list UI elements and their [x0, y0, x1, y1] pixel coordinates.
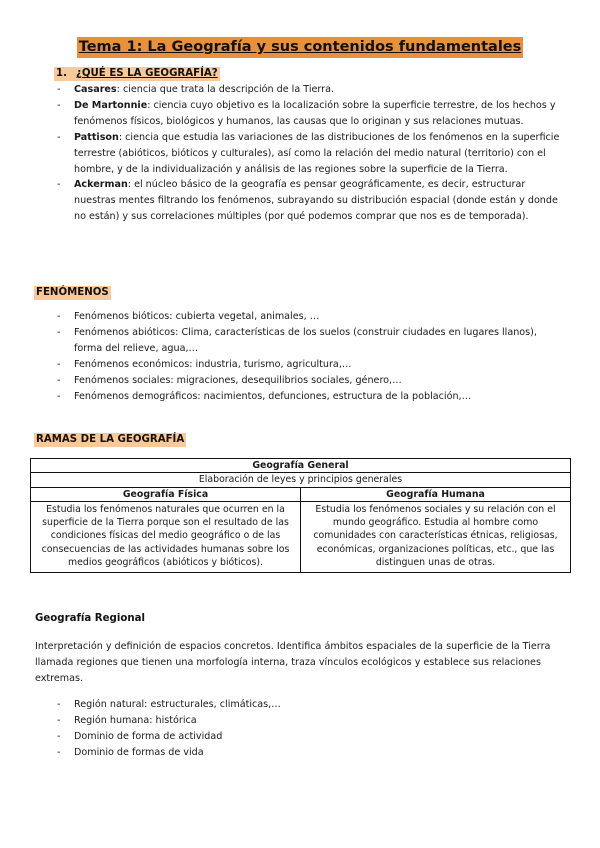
list-item: - Fenómenos sociales: migraciones, desequilibrios sociales, género,… [57, 373, 557, 389]
subheading-geografia-regional: Geografía Regional [35, 613, 145, 624]
definition-text: : ciencia cuyo objetivo es la localización sobre la superficie terrestre, de los hechos y fenómenos físicos, biológicos y humanos, las causas que lo originan y sus relaciones mutuas. [74, 99, 556, 127]
author-name: Pattison [74, 131, 119, 143]
table-row [31, 473, 571, 487]
list-item: - Fenómenos abióticos: Clima, características de los suelos (construir ciudades en lugares llanos), forma del relieve, agua,… [57, 325, 557, 357]
list-item: - Región humana: histórica [57, 713, 457, 729]
regional-paragraph: Interpretación y definición de espacios concretos. Identifica ámbitos espaciales de la superficie de la Tierra llamada regiones que tienen una morfología interna, traza vínculos ecológicos y establece sus relaciones extremas. [35, 641, 551, 684]
definition-text: : ciencia que trata la descripción de la Tierra. [116, 84, 335, 95]
table-cell-fisica: Estudia los fenómenos naturales que ocurren en la superficie de la Tierra porque son el resultado de las condiciones físicas del medio geográfico o de las consecuencias de las actividades humanas sobre los medios geográficos (abióticos y bióticos). [31, 501, 301, 572]
section-heading-que-es [54, 67, 220, 81]
definition-casares [57, 82, 567, 98]
definition-ackerman [57, 177, 567, 225]
section-heading-ramas: RAMAS DE LA GEOGRAFÍA [36, 434, 185, 445]
definition-text: : ciencia que estudia las variaciones de las distribuciones de los fenómenos en la superficie terrestre (abióticos, bióticos y culturales), así como la relación del medio natural (territorio) con el hombre, y de la individualización y análisis de las regiones sobre la superficie de la Tierra. [74, 131, 560, 175]
definition-de-martonnie [57, 98, 567, 130]
definition-text: : el núcleo básico de la geografía es pensar geográficamente, es decir, estructurar nuestras mentes filtrando los fenómenos, subrayando su distribución espacial (donde están y donde no están) y sus correlaciones múltiples (por qué podemos comprar que nos es de temporada). [74, 179, 558, 223]
table-header-general: Geografía General [31, 459, 571, 473]
table-row [31, 501, 571, 572]
regional-list [57, 697, 457, 761]
list-item: - Dominio de forma de actividad [57, 729, 457, 745]
section-heading-fenomenos: FENÓMENOS [36, 287, 109, 298]
fenomenos-list [57, 309, 557, 404]
author-name: Casares [74, 84, 117, 95]
list-item: - Fenómenos bióticos: cubierta vegetal, animales, … [57, 309, 557, 325]
list-item: - Fenómenos económicos: industria, turismo, agricultura,… [57, 357, 557, 373]
list-item: - Fenómenos demográficos: nacimientos, defunciones, estructura de la población,… [57, 389, 557, 405]
title-container [0, 36, 600, 58]
section-heading-text: ¿QUÉ ES LA GEOGRAFÍA? [75, 68, 218, 79]
table-row [31, 487, 571, 501]
table-cell-general-desc: Elaboración de leyes y principios generales [31, 473, 571, 487]
table-cell-humana: Estudia los fenómenos sociales y su relación con el mundo geográfico. Estudia al hombre como comunidades con características étnicas, religiosas, económicas, organizaciones políticas, etc., que las distinguen unas de otras. [301, 501, 571, 572]
list-item: - Región natural: estructurales, climáticas,… [57, 697, 457, 713]
document-title: Tema 1: La Geografía y sus contenidos fundamentales [77, 37, 524, 58]
definitions-list [57, 82, 567, 225]
ramas-table [30, 458, 571, 573]
table-header-fisica: Geografía Física [31, 487, 301, 501]
table-header-humana: Geografía Humana [301, 487, 571, 501]
author-name: De Martonnie [74, 99, 148, 111]
list-item: - Dominio de formas de vida [57, 745, 457, 761]
definition-pattison [57, 130, 567, 178]
author-name: Ackerman [74, 179, 128, 191]
table-row [31, 459, 571, 473]
section-number: 1. [56, 68, 67, 79]
